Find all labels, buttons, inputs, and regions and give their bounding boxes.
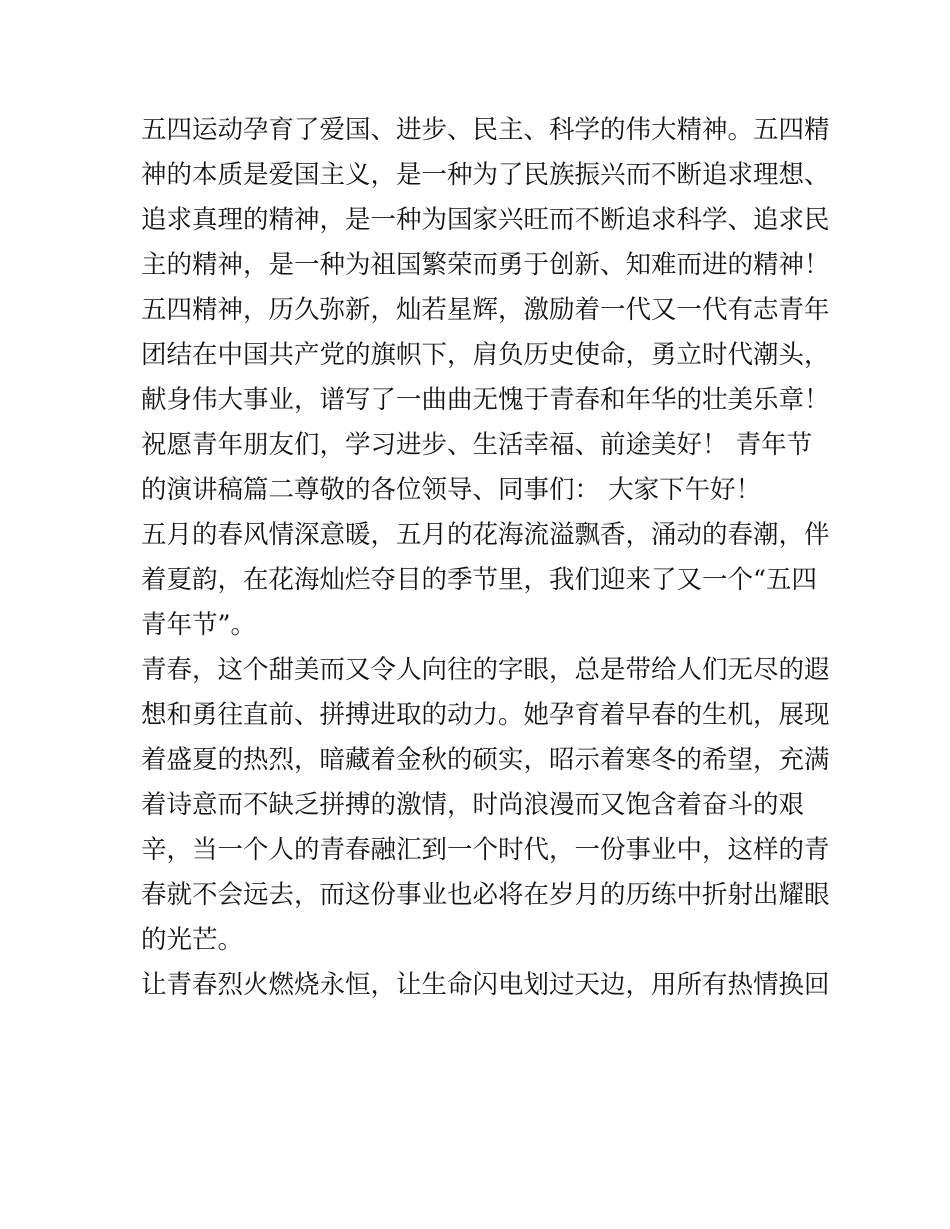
text-line: 春就不会远去，而这份事业也必将在岁月的历练中折射出耀眼 [141,880,830,910]
text-line: 青春，这个甜美而又令人向往的字眼，总是带给人们无尽的遐 [141,655,830,685]
text-line: 辛，当一个人的青春融汇到一个时代，一份事业中，这样的青 [141,835,830,865]
text-line: 青年节”。 [141,610,257,640]
text-line: 着诗意而不缺乏拼搏的激情，时尚浪漫而又饱含着奋斗的艰 [141,790,805,820]
text-line: 五四精神，历久弥新，灿若星辉，激励着一代又一代有志青年 [141,295,830,325]
text-line: 着盛夏的热烈，暗藏着金秋的硕实，昭示着寒冬的希望，充满 [141,745,830,775]
text-line: 五四运动孕育了爱国、进步、民主、科学的伟大精神。五四精 [141,115,830,145]
text-line: 团结在中国共产党的旗帜下，肩负历史使命，勇立时代潮头， [141,340,830,370]
text-line: 着夏韵，在花海灿烂夺目的季节里，我们迎来了又一个“五四 [141,565,818,595]
text-line: 五月的春风情深意暖，五月的花海流溢飘香，涌动的春潮，伴 [141,520,830,550]
text-line: 想和勇往直前、拼搏进取的动力。她孕育着早春的生机，展现 [141,700,830,730]
text-line: 主的精神，是一种为祖国繁荣而勇于创新、知难而进的精神！ [141,250,830,280]
text-line: 献身伟大事业，谱写了一曲曲无愧于青春和年华的壮美乐章！ [141,385,830,415]
text-line: 的光芒。 [141,925,244,955]
text-line: 的演讲稿篇二尊敬的各位领导、同事们： 大家下午好！ [141,475,762,505]
text-line: 祝愿青年朋友们，学习进步、生活幸福、前途美好！ 青年节 [141,430,813,460]
document-body [141,108,830,1008]
text-line: 追求真理的精神，是一种为国家兴旺而不断追求科学、追求民 [141,205,830,235]
text-line: 让青春烈火燃烧永恒，让生命闪电划过天边，用所有热情换回 [141,970,830,1000]
text-line: 神的本质是爱国主义，是一种为了民族振兴而不断追求理想、 [141,160,830,190]
